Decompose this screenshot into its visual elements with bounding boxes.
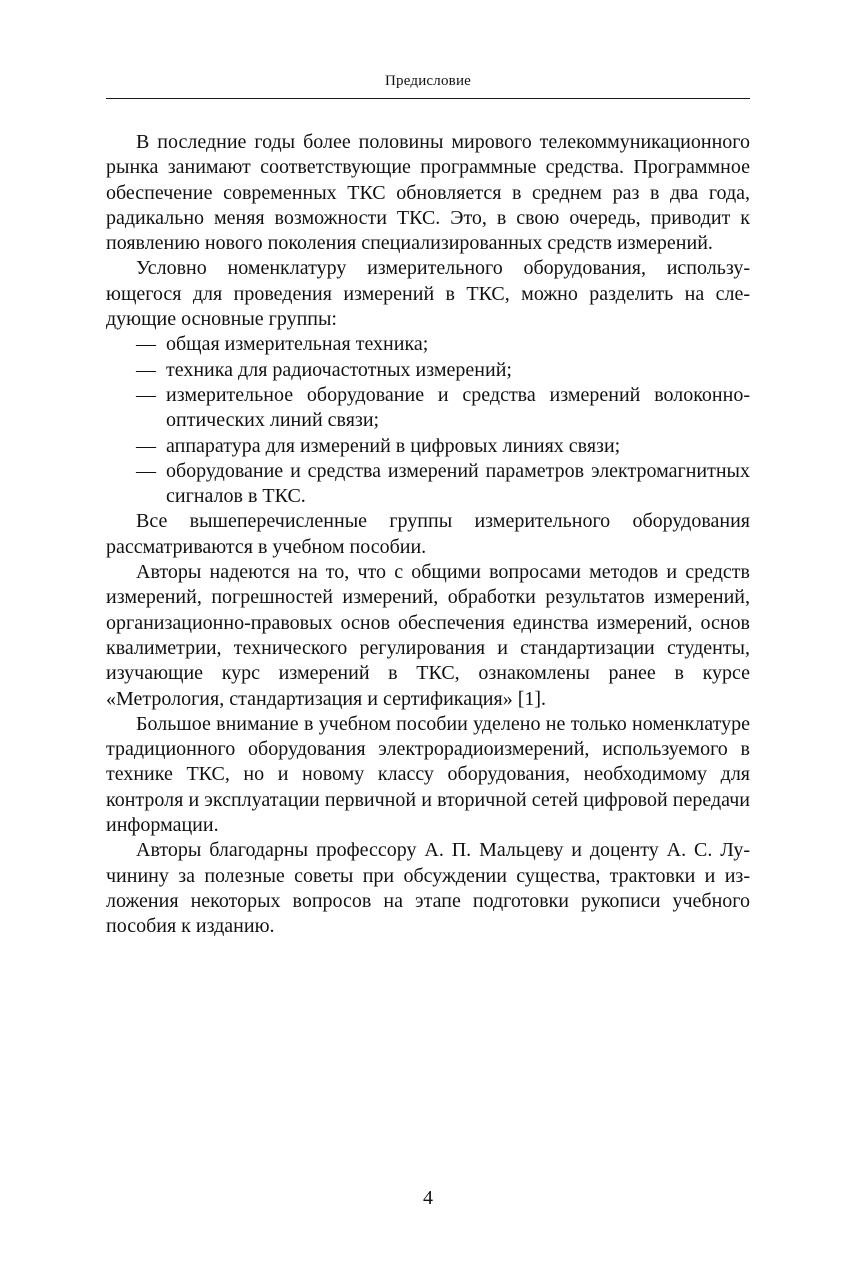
page-number: 4	[423, 1187, 433, 1209]
paragraph-focus: Большое внимание в учебном пособии уделено не только номенклатуре традиционного оборудования электрорадиоизмерений, используемого в технике ТКС, но и новому классу оборудования, необходимому для контроля и эксплуатации первичной и вторичной сетей цифровой передачи информации.	[106, 712, 750, 837]
list-item	[106, 358, 750, 383]
list-dash: —	[136, 383, 156, 406]
running-head-title: Предисловие	[384, 73, 472, 89]
list-item	[106, 383, 750, 434]
list-item-text: оборудование и средства измерений параметров электромагнитных сигналов в ТКС.	[166, 459, 750, 508]
list-dash: —	[136, 333, 156, 356]
paragraph-acknowledgements: Авторы благодарны профессору А. П. Мальцеву и доценту А. С. Лучинину за полезные советы при обсуждении существа, трактовки и изложения некоторых вопросов на этапе подготовки рукописи учебного пособия к изданию.	[106, 839, 750, 938]
paragraph-intro: В последние годы более половины мирового телекоммуникационного рынка занимают соответствующие программные средства. Программное обеспечение современных ТКС обновляется в среднем раз в два года, радикально меняя возможности ТКС. Это, в свою очередь, приводит к появлению нового поколения специализированных средств измерений.	[106, 131, 750, 255]
list-dash: —	[136, 358, 156, 381]
list-item	[106, 332, 750, 357]
equipment-groups-list	[106, 332, 750, 509]
paragraph-classification: Условно номенклатуру измерительного оборудования, использующегося для проведения измерений в ТКС, можно разделить на следующие основные группы:	[106, 257, 750, 331]
list-item	[106, 434, 750, 459]
list-dash: —	[136, 459, 156, 482]
paragraph-groups-summary: Все вышеперечисленные группы измерительного оборудования рассматриваются в учебном пособии.	[106, 510, 750, 558]
paragraph-prerequisites: Авторы надеются на то, что с общими вопросами методов и средств измерений, погрешностей измерений, обработки результатов измерений, организационно-правовых основ обеспечения единства измерений, основ квалиметрии, технического регулирования и стандартизации студенты, изучающие курс измерений в ТКС, ознакомлены ранее в курсе «Метрология, стандартизация и сертификация» [1].	[106, 561, 750, 710]
list-item-text: техника для радиочастотных измерений;	[166, 358, 512, 381]
list-dash: —	[136, 434, 156, 457]
page-body	[106, 130, 750, 940]
list-item-text: измерительное оборудование и средства измерений волоконно-оптических линий связи;	[166, 383, 750, 432]
header-rule	[106, 98, 750, 99]
list-item-text: общая измерительная техника;	[166, 333, 429, 356]
list-item-text: аппаратура для измерений в цифровых линиях связи;	[166, 434, 621, 457]
list-item	[106, 459, 750, 510]
